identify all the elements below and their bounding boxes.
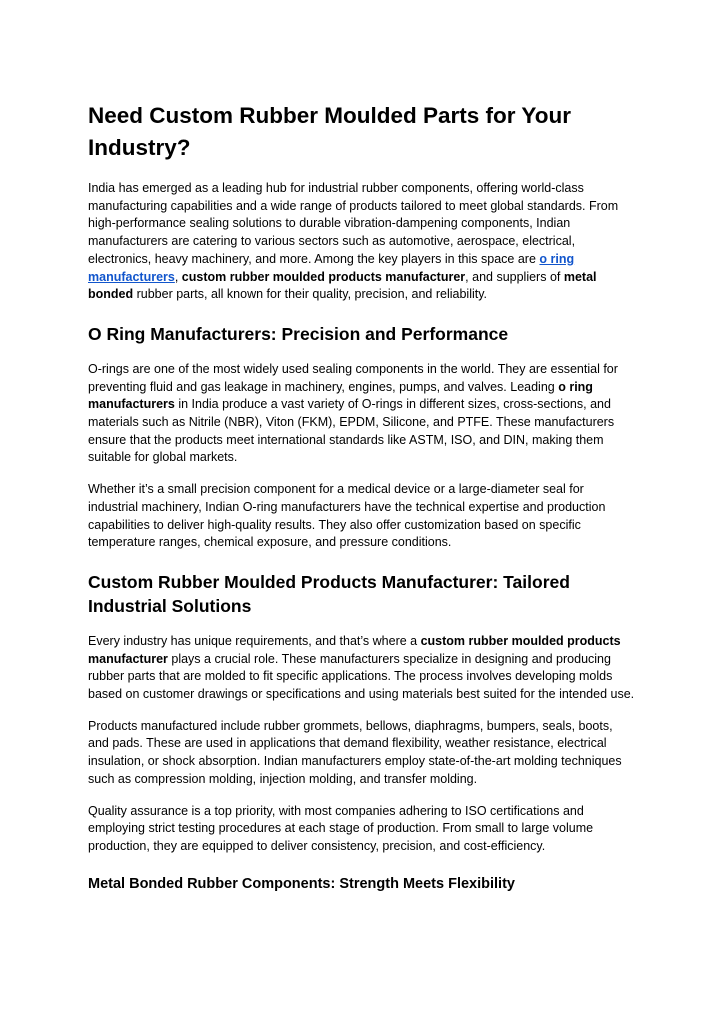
o-ring-manufacturers-link[interactable]: o ring manufacturers — [88, 251, 575, 284]
intro-text-4: rubber parts, all known for their quality, precision, and reliability. — [133, 287, 488, 302]
intro-text-1: India has emerged as a leading hub for industrial rubber components, offering world-class manufacturing capabilities and a wide range of products tailored to meet global standards. From high-performance sealing solutions to durable vibration-dampening components, Indian manufacturers are catering to various sectors such as automotive, aerospace, electrical, electronics, heavy machinery, and more. Among the key players in this space are — [88, 181, 619, 266]
intro-paragraph — [88, 180, 636, 304]
custom-moulded-paragraph-3: Quality assurance is a top priority, with most companies adhering to ISO certifications and employing strict testing procedures at each stage of production. From small to large volume production, they are equipped to deliver consistency, precision, and cost-efficiency. — [88, 803, 594, 853]
o-ring-p1-text-2: in India produce a vast variety of O-rings in different sizes, cross-sections, and materials such as Nitrile (NBR), Viton (FKM), EPDM, Silicone, and PTFE. These manufacturers ensure that the products meet international standards like ASTM, ISO, and DIN, making them suitable for global markets. — [88, 397, 615, 465]
custom-p1-text-2: plays a crucial role. These manufacturers specialize in designing and producing rubber parts that are molded to fit specific applications. The process involves developing molds based on customer drawings or specifications and using materials best suited for the intended use. — [88, 651, 635, 702]
o-ring-p1-bold: o ring manufacturers — [88, 379, 593, 412]
o-ring-paragraph-2: Whether it’s a small precision component for a medical device or a large-diameter seal for industrial machinery, Indian O-ring manufacturers have the technical expertise and production capabilities to deliver high-quality results. They also offer customization based on specific temperature ranges, chemical exposure, and pressure conditions. — [88, 482, 606, 550]
section-heading-o-ring: O Ring Manufacturers: Precision and Performance — [88, 323, 509, 344]
section-heading-custom-moulded: Custom Rubber Moulded Products Manufacturer: Tailored Industrial Solutions — [88, 571, 570, 616]
intro-text-3: , and suppliers of — [465, 269, 564, 284]
document-page — [88, 100, 636, 894]
custom-moulded-paragraph-2: Products manufactured include rubber grommets, bellows, diaphragms, bumpers, seals, boots, and pads. These are used in applications that demand flexibility, weather resistance, electrical insulation, or shock absorption. Indian manufacturers employ state-of-the-art molding techniques such as compression molding, injection molding, and transfer molding. — [88, 718, 622, 786]
section-heading-metal-bonded: Metal Bonded Rubber Components: Strength Meets Flexibility — [88, 875, 515, 892]
custom-p1-text-1: Every industry has unique requirements, and that’s where a — [88, 633, 421, 648]
intro-bold-1: custom rubber moulded products manufacturer — [181, 269, 466, 284]
o-ring-p1-text-1: O-rings are one of the most widely used sealing components in the world. They are essential for preventing fluid and gas leakage in machinery, engines, pumps, and valves. Leading — [88, 361, 618, 394]
custom-moulded-paragraph-1 — [88, 633, 636, 704]
intro-bold-2: metal bonded — [88, 269, 597, 302]
page-title: Need Custom Rubber Moulded Parts for Your Industry? — [88, 103, 571, 160]
o-ring-paragraph-1 — [88, 361, 636, 467]
intro-text-2: , — [174, 269, 182, 284]
custom-p1-bold: custom rubber moulded products manufacturer — [88, 633, 621, 666]
